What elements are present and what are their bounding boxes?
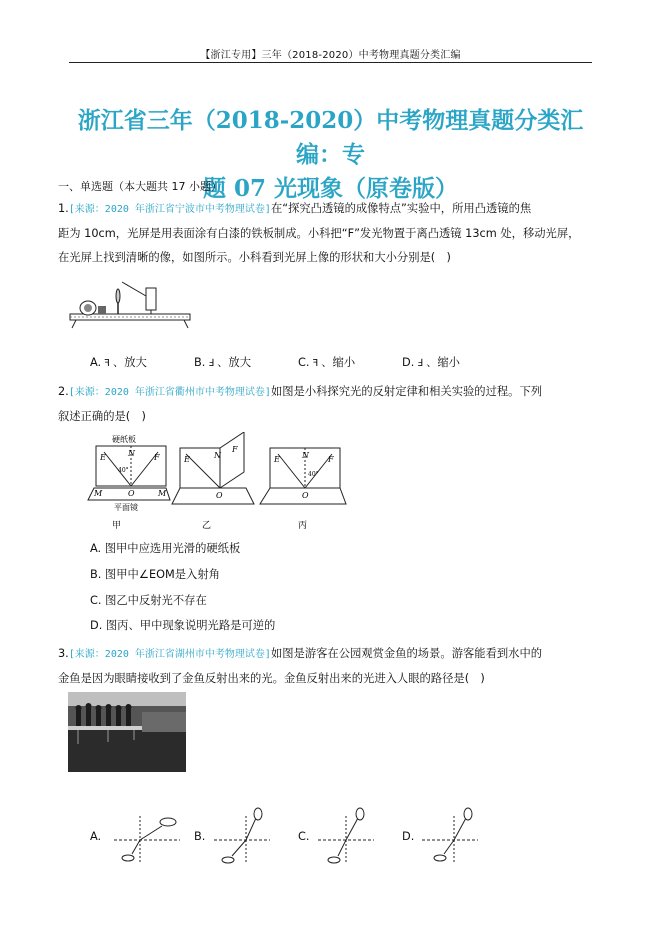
q1-option-d-glyph: Ⅎ (417, 358, 424, 369)
question-1-line-3: 在光屏上找到清晰的像，如图所示。小科看到光屏上像的形状和大小分别是( ) (58, 251, 451, 264)
label-O-yi: O (216, 491, 223, 500)
label-N-bing: N (302, 451, 309, 460)
question-2-text-1: 如图是小科探究光的反射定律和相关实验的过程。下列 (270, 385, 543, 398)
q3-option-a-diagram (110, 812, 184, 868)
label-mirror: 平面镜 (114, 503, 138, 512)
q3-option-c-label: C. (298, 830, 310, 843)
question-3-line-2: 金鱼是因为眼睛接收到了金鱼反射出来的光。金鱼反射出来的光进入人眼的路径是( ) (58, 672, 485, 685)
q3-option-b-diagram (212, 806, 272, 868)
question-1-line-2: 距为 10cm，光屏是用表面涂有白漆的铁板制成。小科把“F”发光物置于离凸透镜 13cm 处，移动光屏， (58, 227, 580, 240)
figure-jia (88, 434, 170, 531)
title-line-2: 题 07 光现象（原卷版） (202, 175, 459, 202)
label-angle-bing: 40° (308, 471, 319, 478)
question-2-line-1 (58, 380, 598, 405)
label-yi: 乙 (202, 521, 212, 531)
q1-option-c-text: 、缩小 (321, 356, 356, 369)
question-1-number: 1. (58, 202, 69, 215)
figure-yi (172, 432, 254, 531)
q1-option-b-label: B. (194, 356, 206, 369)
page-header: 【浙江专用】三年（2018-2020）中考物理真题分类汇编 (200, 50, 461, 61)
label-board: 硬纸板 (112, 435, 136, 444)
q2-option-c: C. 图乙中反射光不存在 (90, 594, 207, 607)
question-1-text-1: 在“探究凸透镜的成像特点”实验中，所用凸透镜的焦 (270, 202, 532, 215)
question-3-line-1 (58, 642, 598, 667)
label-E-yi: E (184, 455, 190, 464)
q1-option-c-label: C. (298, 356, 310, 369)
label-F-yi: F (232, 445, 238, 454)
label-E-jia: E (100, 453, 106, 462)
q3-option-d-diagram (420, 806, 480, 868)
reflection-experiment-figure (84, 432, 354, 532)
q1-option-c (298, 354, 355, 370)
question-2 (58, 380, 598, 429)
q1-option-b-glyph: Ⅎ (208, 358, 215, 369)
q3-option-c-diagram (316, 806, 376, 868)
label-O-jia: O (128, 489, 135, 498)
question-2-number: 2. (58, 385, 69, 398)
question-3-number: 3. (58, 647, 69, 660)
q1-option-b (194, 354, 251, 370)
label-O-bing: O (302, 491, 309, 500)
q2-option-b: B. 图甲中∠EOM是入射角 (90, 568, 220, 581)
q1-option-d-text: 、缩小 (426, 356, 460, 369)
q2-option-a: A. 图甲中应选用光滑的硬纸板 (90, 542, 241, 555)
q1-option-a (90, 354, 147, 370)
figure-bing (260, 448, 346, 531)
question-1-source: [来源：2020 年浙江省宁波市中考物理试卷] (68, 204, 271, 215)
q1-option-b-text: 、放大 (217, 356, 252, 369)
q1-option-a-text: 、放大 (112, 356, 147, 369)
question-1 (58, 197, 598, 270)
label-bing: 丙 (298, 521, 308, 531)
q1-option-a-label: A. (90, 356, 102, 369)
q1-option-d-label: D. (402, 356, 415, 369)
question-3 (58, 642, 598, 691)
question-2-source: [来源：2020 年浙江省衢州市中考物理试卷] (68, 387, 271, 398)
question-2-line-2: 叙述正确的是( ) (58, 410, 146, 423)
q1-option-c-glyph: ꟻ (312, 358, 319, 369)
header-divider (69, 62, 592, 63)
label-E-bing: E (274, 455, 280, 464)
goldfish-park-photo (68, 692, 186, 772)
question-1-line-1 (58, 197, 598, 222)
q3-option-b-label: B. (194, 830, 206, 843)
q2-option-d: D. 图丙、甲中现象说明光路是可逆的 (90, 619, 276, 632)
section-heading: 一、单选题（本大题共 17 小题） (58, 180, 222, 193)
title-line-1: 浙江省三年（2018-2020）中考物理真题分类汇编：专 (77, 107, 584, 168)
label-jia: 甲 (112, 521, 122, 531)
label-F-bing: F (328, 455, 334, 464)
label-M-right: M (158, 489, 167, 498)
label-N-yi: N (214, 451, 221, 460)
label-angle-jia: 40° (118, 467, 129, 474)
q3-option-a-label: A. (90, 830, 102, 843)
label-M-left: M (94, 489, 103, 498)
q3-option-d-label: D. (402, 830, 415, 843)
question-3-source: [来源：2020 年浙江省湖州市中考物理试卷] (68, 649, 271, 660)
label-N-jia: N (128, 449, 135, 458)
question-3-text-1: 如图是游客在公园观赏金鱼的场景。游客能看到水中的 (270, 647, 543, 660)
q1-option-d (402, 354, 460, 370)
q1-option-a-glyph: ꟻ (104, 358, 110, 369)
lens-experiment-figure (62, 276, 197, 332)
label-F-jia: F (154, 453, 160, 462)
